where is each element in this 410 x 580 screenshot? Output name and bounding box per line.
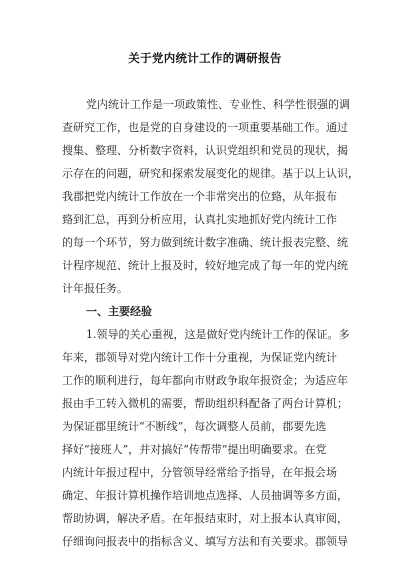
paragraph-line: 择好“接班人”，并对搞好“传帮带”提出明确要求。在党 xyxy=(62,443,327,456)
paragraph-line: 臵到汇总，再到分析应用，认真扎实地抓好党内统计工作 xyxy=(62,213,337,226)
paragraph-line: 工作的顺利进行，每年都向市财政争取年报资金；为适应年 xyxy=(62,374,348,387)
paragraph-line: 仔细询问报表中的指标含义、填写方法和有关要求。郡领导 xyxy=(62,535,348,548)
paragraph-line: 计年报任务。 xyxy=(62,282,128,295)
paragraph-line: 帮助协调，解决矛盾。在年报结束时，对上报本认真审阅， xyxy=(62,512,348,525)
paragraph-line: 示存在的问题，研究和探索发展变化的规律。基于以上认识， xyxy=(62,167,359,180)
paragraph-line: 计程序规范、统计上报及时，较好地完成了每一年的党内统 xyxy=(62,259,348,272)
paragraph-line: 报由手工转入微机的需要，帮助组织科配备了两台计算机； xyxy=(62,397,348,410)
paragraph-line: 的每一个环节，努力做到统计数字准确、统计报表完整、统 xyxy=(62,236,348,249)
paragraph-line: 搜集、整理、分析数字资料，认识党组织和党员的现状，揭 xyxy=(62,144,348,157)
paragraph-line: 我郡把党内统计工作放在一个非常突出的位臵，从年报布 xyxy=(62,190,337,203)
paragraph-line: 党内统计工作是一项政策性、专业性、科学性很强的调 xyxy=(86,98,350,111)
paragraph-line: 内统计年报过程中，分管领导经常给予指导，在年报会场 xyxy=(62,466,337,479)
paragraph-line: 1.领导的关心重视，这是做好党内统计工作的保证。多 xyxy=(86,328,350,341)
paragraph-line: 确定、年报计算机操作培训地点选择、人员抽调等多方面， xyxy=(62,489,348,502)
section-heading: 一、主要经验 xyxy=(86,305,152,318)
paragraph-line: 年来，郡领导对党内统计工作十分重视，为保证党内统计 xyxy=(62,351,337,364)
document-title: 关于党内统计工作的调研报告 xyxy=(128,51,282,65)
paragraph-line: 查研究工作，也是党的自身建设的一项重要基础工作。通过 xyxy=(62,121,348,134)
paragraph-line: 为保证郡里统计“不断线”，每次调整人员前，郡要先选 xyxy=(62,420,327,433)
